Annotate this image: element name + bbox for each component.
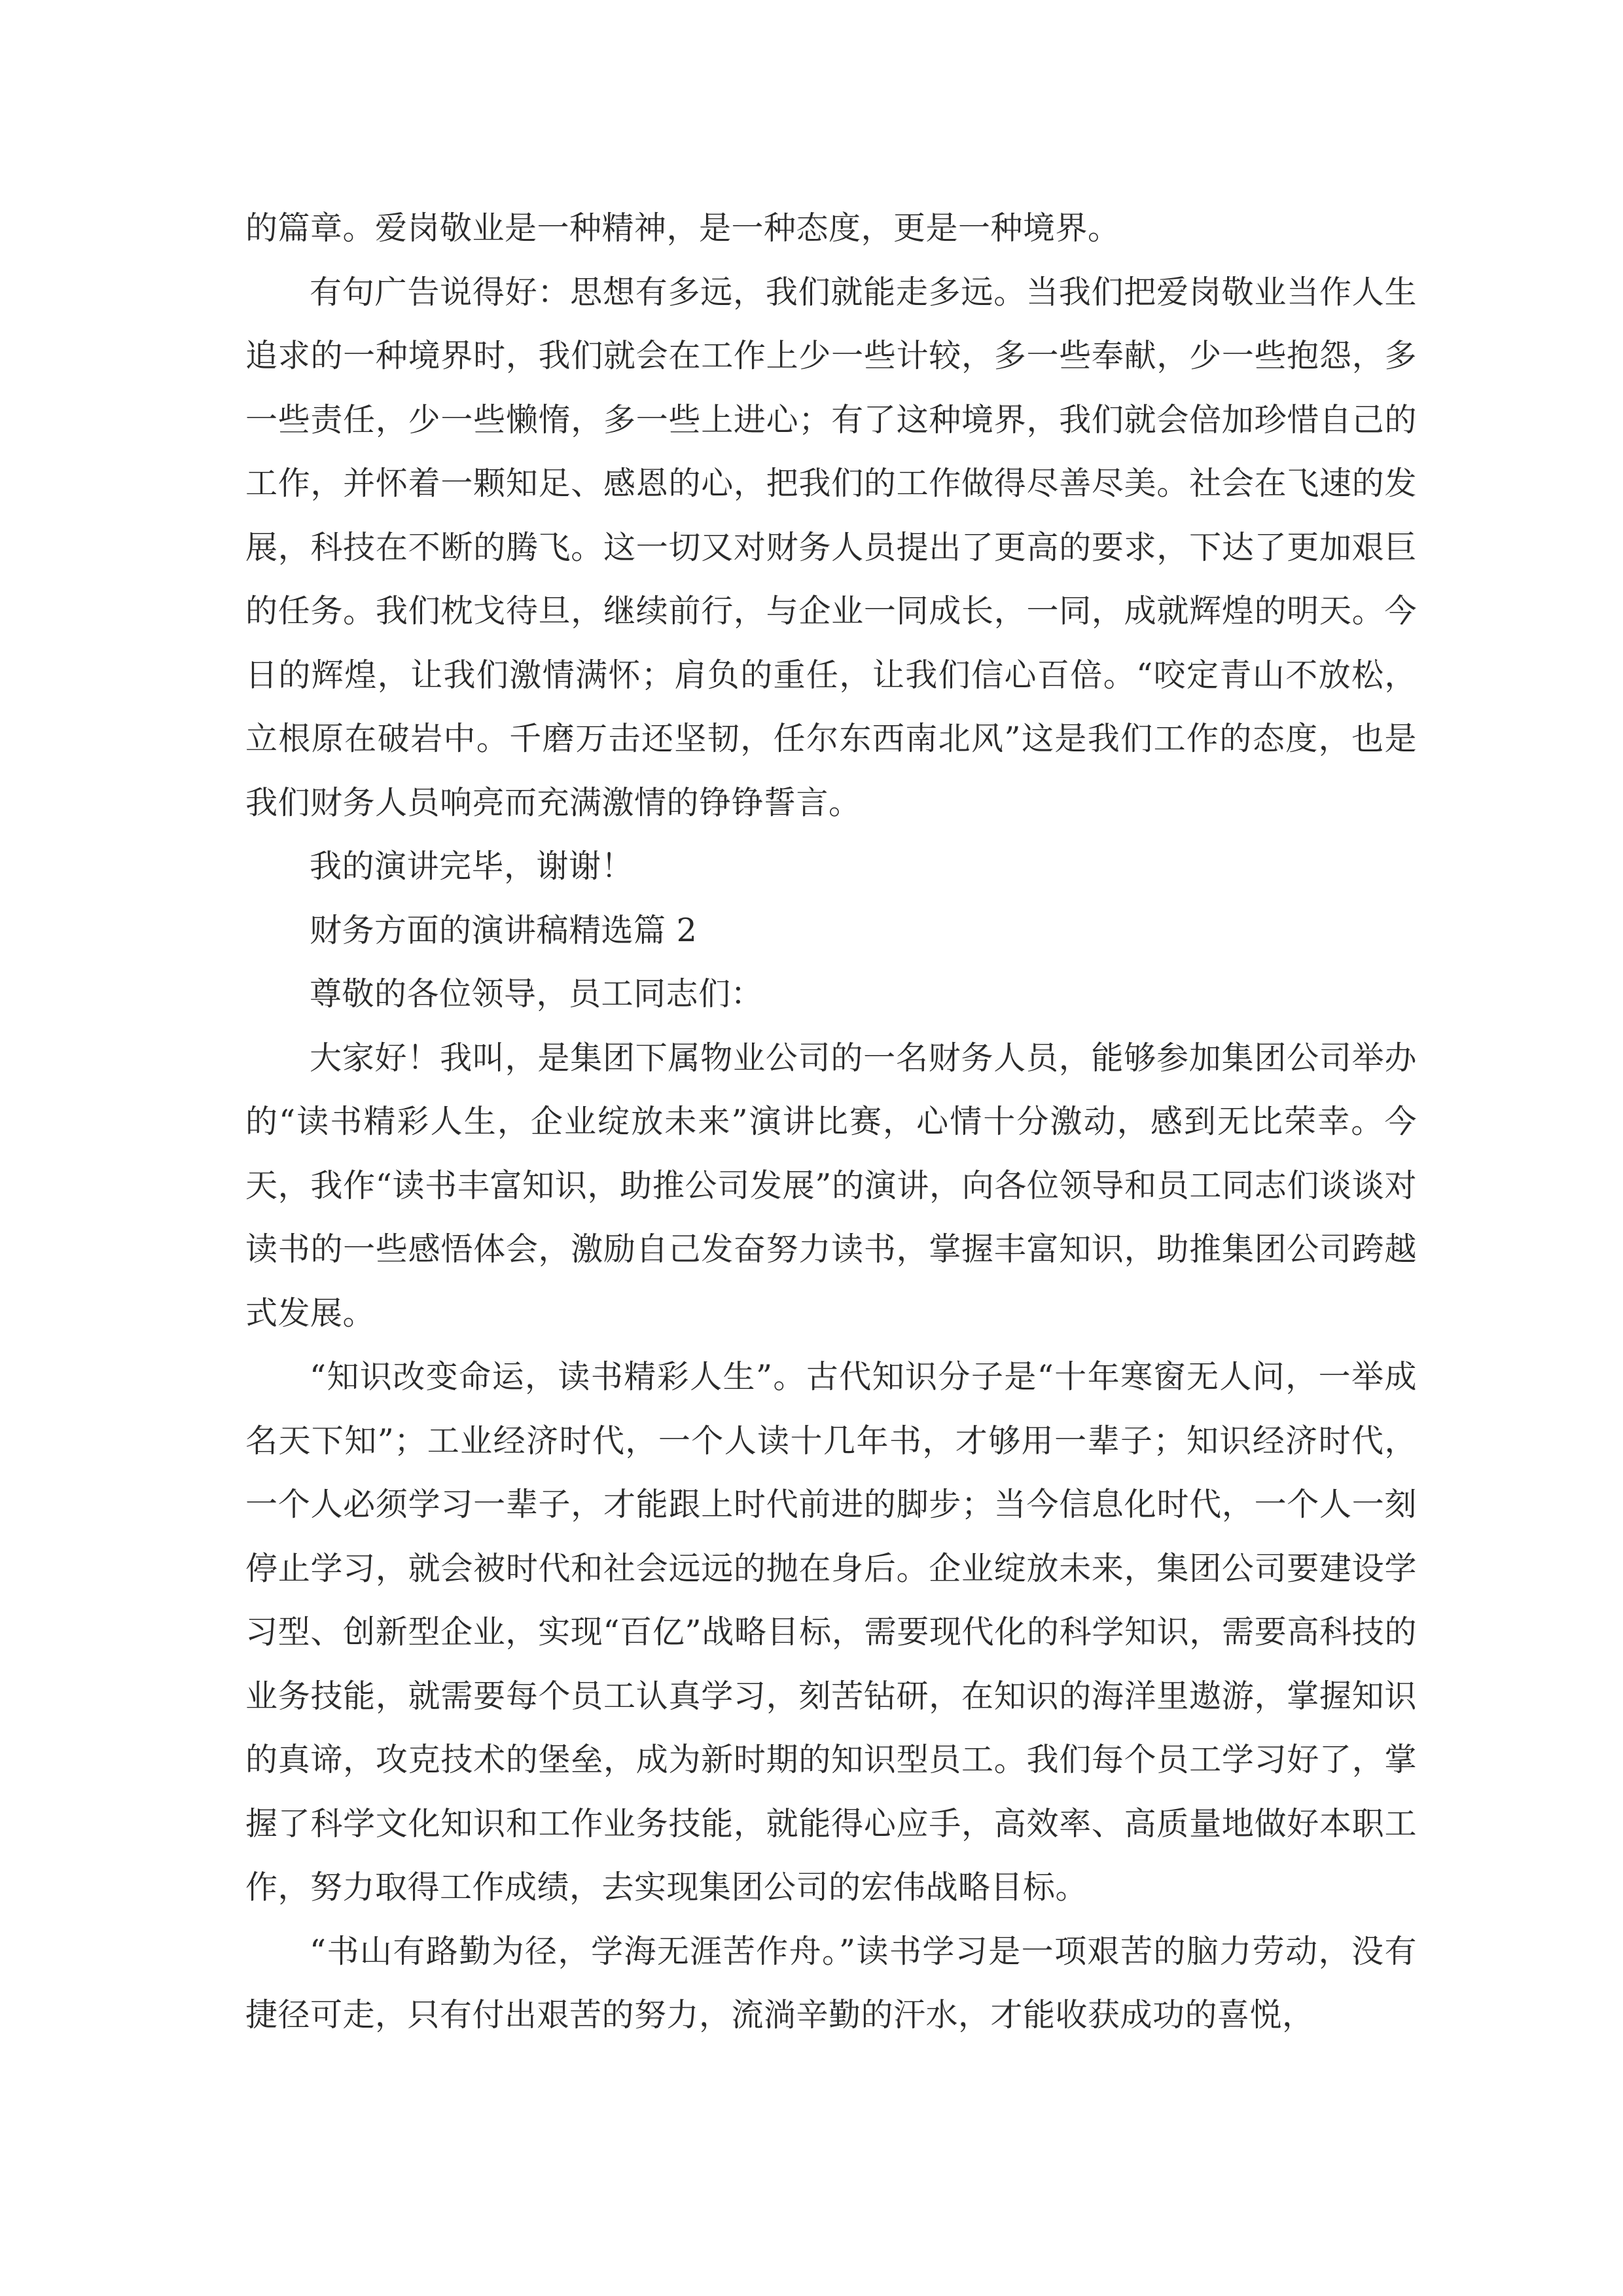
paragraph-closing: 我的演讲完毕，谢谢！ xyxy=(310,848,634,885)
paragraph-study: “书山有路勤为径，学海无涯苦作舟。”读书学习是一项艰苦的脑力劳动，没有捷径可走，只有付出艰苦的努力，流淌辛勤的汗水，才能收获成功的喜悦， xyxy=(245,1932,1417,2034)
paragraph-knowledge: “知识改变命运，读书精彩人生”。古代知识分子是“十年寒窗无人问，一举成名天下知”；工业经济时代，一个人读十几年书，才够用一辈子；知识经济时代，一个人必须学习一辈子，才能跟上时代前进的脚步；当今信息化时代，一个人一刻停止学习，就会被时代和社会远远的抛在身后。企业绽放未来，集团公司要建设学习型、创新型企业，实现“百亿”战略目标，需要现代化的科学知识，需要高科技的业务技能，就需要每个员工认真学习，刻苦钻研，在知识的海洋里遨游，掌握知识的真谛，攻克技术的堡垒，成为新时期的知识型员工。我们每个员工学习好了，掌握了科学文化知识和工作业务技能，就能得心应手，高效率、高质量地做好本职工作，努力取得工作成绩，去实现集团公司的宏伟战略目标。 xyxy=(245,1358,1417,1906)
paragraph-introduction: 大家好！我叫，是集团下属物业公司的一名财务人员，能够参加集团公司举办的“读书精彩人生，企业绽放未来”演讲比赛，心情十分激动，感到无比荣幸。今天，我作“读书丰富知识，助推公司发展”的演讲，向各位领导和员工同志们谈谈对读书的一些感悟体会，激励自己发奋努力读书，掌握丰富知识，助推集团公司跨越式发展。 xyxy=(245,1039,1417,1332)
section-title: 财务方面的演讲稿精选篇 2 xyxy=(310,911,698,949)
paragraph-continuation: 的篇章。爱岗敬业是一种精神，是一种态度，更是一种境界。 xyxy=(245,209,1120,247)
paragraph-salutation: 尊敬的各位领导，员工同志们： xyxy=(310,975,764,1013)
document-body xyxy=(245,196,1417,2047)
paragraph-advertisement: 有句广告说得好：思想有多远，我们就能走多远。当我们把爱岗敬业当作人生追求的一种境界时，我们就会在工作上少一些计较，多一些奉献，少一些抱怨，多一些责任，少一些懒惰，多一些上进心；有了这种境界，我们就会倍加珍惜自己的工作，并怀着一颗知足、感恩的心，把我们的工作做得尽善尽美。社会在飞速的发展，科技在不断的腾飞。这一切又对财务人员提出了更高的要求，下达了更加艰巨的任务。我们枕戈待旦，继续前行，与企业一同成长，一同，成就辉煌的明天。今日的辉煌，让我们激情满怀；肩负的重任，让我们信心百倍。“咬定青山不放松，立根原在破岩中。千磨万击还坚韧，任尔东西南北风”这是我们工作的态度，也是我们财务人员响亮而充满激情的铮铮誓言。 xyxy=(245,273,1417,821)
